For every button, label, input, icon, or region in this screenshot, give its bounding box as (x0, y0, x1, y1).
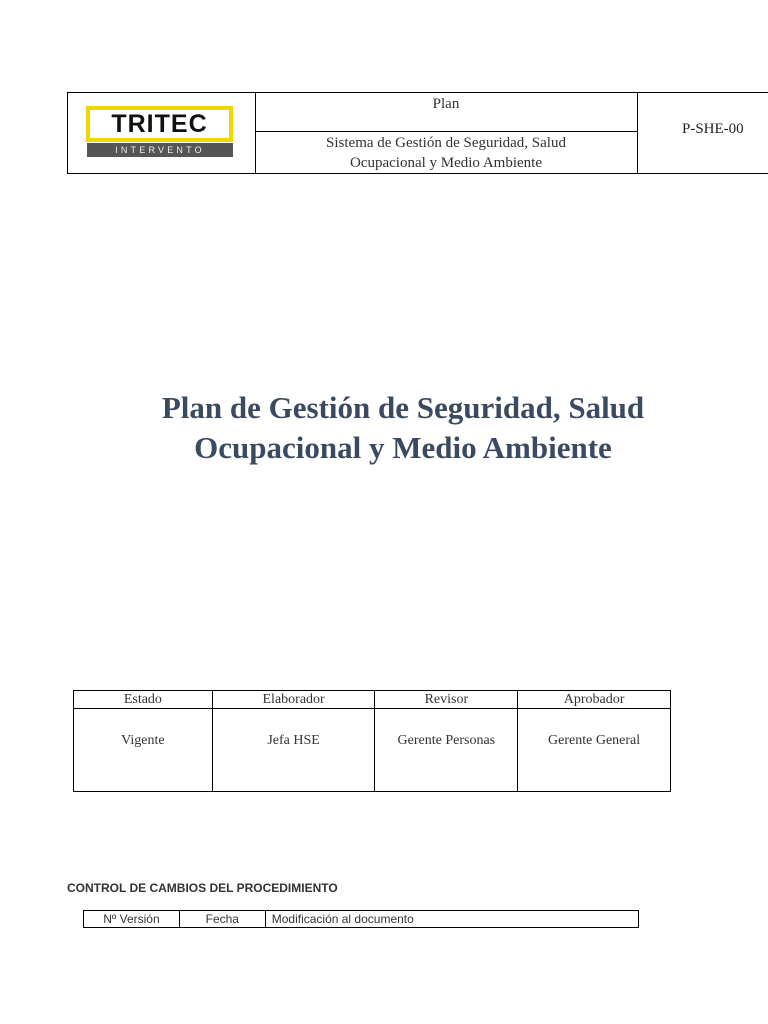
approval-value-aprobador: Gerente General (518, 709, 671, 792)
approval-header-row (74, 691, 671, 709)
document-header (67, 92, 768, 174)
approval-value-row (74, 709, 671, 792)
approval-header-revisor: Revisor (375, 691, 518, 709)
company-logo (86, 106, 233, 158)
cc-header-version: Nº Versión (84, 911, 180, 928)
logo-cell (68, 93, 256, 173)
change-control-header-row (84, 911, 639, 928)
approval-value-estado: Vigente (74, 709, 213, 792)
title-line-1: Plan de Gestión de Seguridad, Salud (161, 390, 645, 425)
logo-sub-text: INTERVENTO (87, 143, 233, 157)
system-line-1: Sistema de Gestión de Seguridad, Salud (326, 135, 566, 151)
approval-table (73, 690, 671, 792)
approval-value-revisor: Gerente Personas (375, 709, 518, 792)
logo-main-text: TRITEC (90, 110, 229, 138)
document-code: P-SHE-00 (682, 121, 744, 137)
change-control-title: CONTROL DE CAMBIOS DEL PROCEDIMIENTO (67, 881, 338, 895)
title-line-2: Ocupacional y Medio Ambiente (194, 430, 612, 465)
approval-header-aprobador: Aprobador (518, 691, 671, 709)
cc-header-modificacion: Modificación al documento (265, 911, 638, 928)
approval-value-elaborador: Jefa HSE (212, 709, 375, 792)
doc-type: Plan (255, 93, 638, 132)
change-control-table (83, 910, 639, 928)
approval-header-estado: Estado (74, 691, 213, 709)
system-name (255, 132, 638, 173)
approval-header-elaborador: Elaborador (212, 691, 375, 709)
cc-header-fecha: Fecha (179, 911, 265, 928)
document-title (110, 388, 696, 468)
system-line-2: Ocupacional y Medio Ambiente (349, 155, 543, 171)
logo-frame (86, 106, 233, 142)
